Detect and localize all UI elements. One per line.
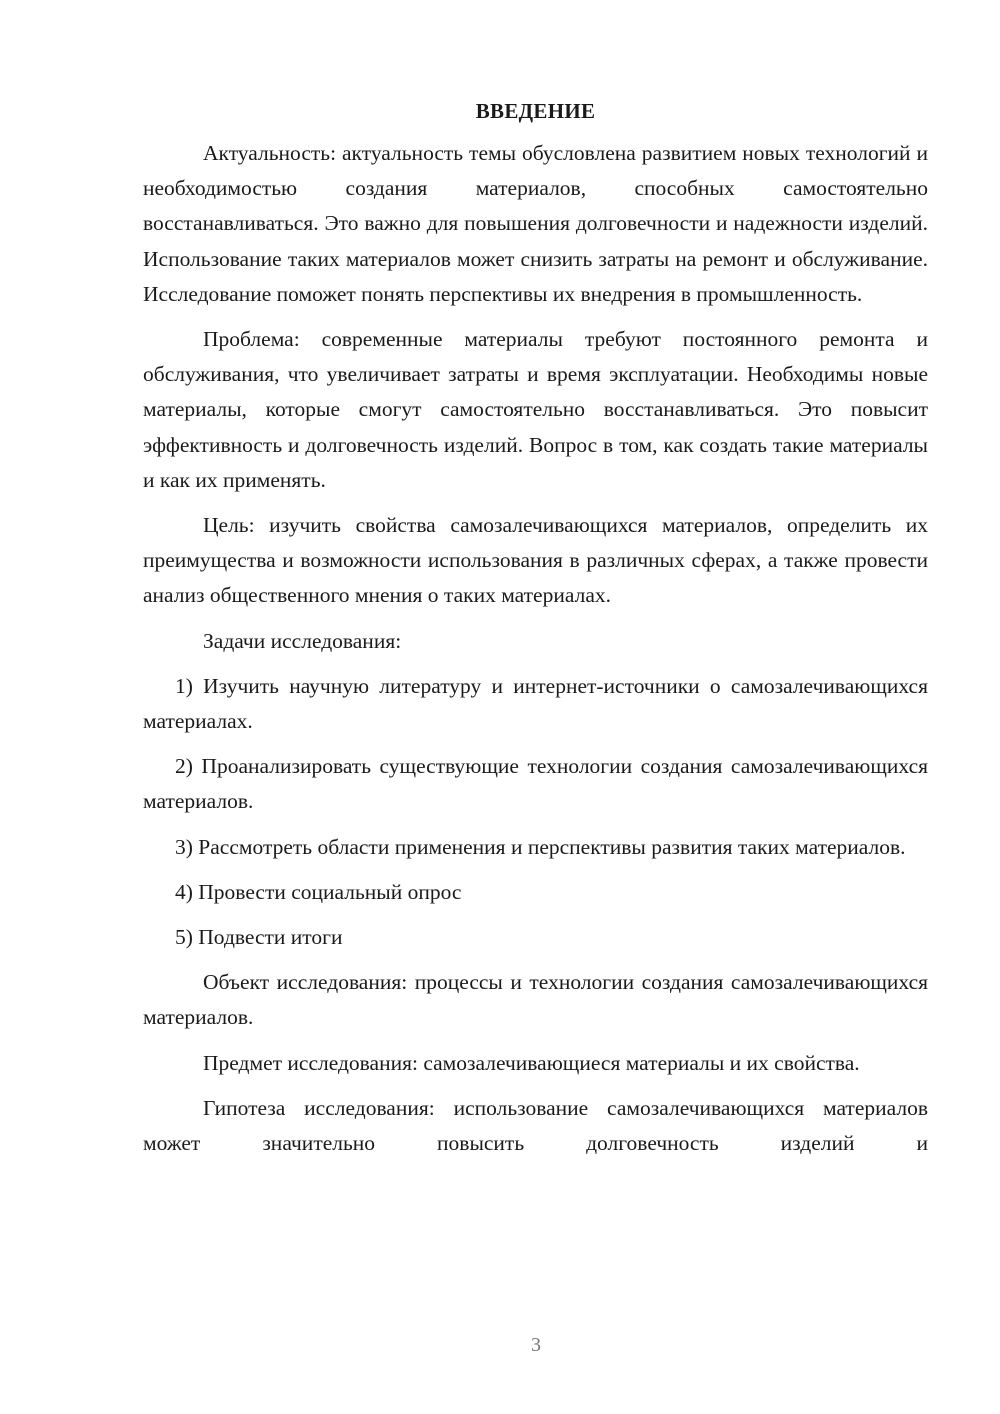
page-title: ВВЕДЕНИЕ xyxy=(475,99,596,123)
task-item-2: 2) Проанализировать существующие технологии создания самозалечивающихся материалов. xyxy=(143,754,928,814)
relevance-paragraph: Актуальность: актуальность темы обусловлена развитием новых технологий и необходимостью создания материалов, способных самостоятельно восстанавливаться. Это важно для повышения долговечности и надежности изделий. Использование таких материалов может снизить затраты на ремонт и обслуживание. Исследование поможет понять перспективы их внедрения в промышленность. xyxy=(143,141,928,306)
subject-paragraph: Предмет исследования: самозалечивающиеся материалы и их свойства. xyxy=(203,1050,860,1075)
goal-paragraph: Цель: изучить свойства самозалечивающихся материалов, определить их преимущества и возможности использования в различных сферах, а также провести анализ общественного мнения о таких материалах. xyxy=(143,513,928,608)
task-item-1: 1) Изучить научную литературу и интернет-источники о самозалечивающихся материалах. xyxy=(143,673,928,734)
task-item-4: 4) Провести социальный опрос xyxy=(175,879,462,904)
tasks-heading: Задачи исследования: xyxy=(203,628,402,653)
document-page xyxy=(143,96,928,1161)
hypothesis-paragraph: Гипотеза исследования: использование самозалечивающихся материалов может значительно повысить долговечность изделий и xyxy=(143,1095,928,1156)
object-paragraph: Объект исследования: процессы и технологии создания самозалечивающихся материалов. xyxy=(143,970,928,1030)
problem-paragraph: Проблема: современные материалы требуют постоянного ремонта и обслуживания, что увеличивает затраты и время эксплуатации. Необходимы новые материалы, которые смогут самостоятельно восстанавливаться. Это повысит эффективность и долговечность изделий. Вопрос в том, как создать такие материалы и как их применять. xyxy=(143,327,928,492)
page-number: 3 xyxy=(531,1334,541,1356)
task-item-3: 3) Рассмотреть области применения и перспективы развития таких материалов. xyxy=(175,834,906,859)
task-item-5: 5) Подвести итоги xyxy=(175,925,343,950)
